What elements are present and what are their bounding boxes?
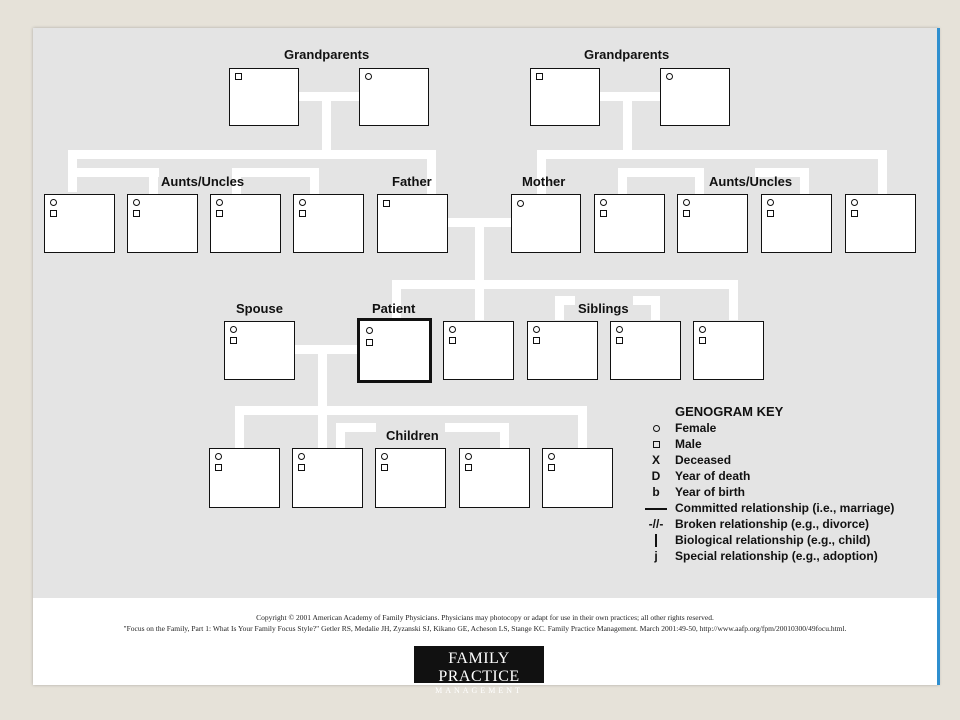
male-icon — [548, 464, 555, 471]
connector — [537, 150, 887, 159]
female-icon — [616, 326, 623, 333]
connector — [623, 101, 632, 153]
sibling-box — [527, 321, 598, 380]
female-icon — [50, 199, 57, 206]
key-row-deceased — [640, 452, 783, 468]
mother-box — [511, 194, 581, 253]
female-icon — [851, 199, 858, 206]
key-row-biological — [640, 532, 871, 548]
connector — [633, 296, 660, 305]
female-icon — [133, 199, 140, 206]
label-mother: Mother — [522, 174, 566, 189]
connector — [599, 92, 661, 101]
male-icon — [133, 210, 140, 217]
sibling-box — [443, 321, 514, 380]
male-icon — [699, 337, 706, 344]
grandparent-box-female — [660, 68, 730, 126]
connector — [235, 406, 244, 448]
female-icon — [640, 420, 672, 436]
aunt-uncle-box — [293, 194, 364, 253]
label-grandparents-right: Grandparents — [584, 47, 670, 62]
aunt-uncle-box — [210, 194, 281, 253]
female-icon — [465, 453, 472, 460]
connector — [878, 150, 887, 194]
key-symbol: D — [651, 469, 661, 483]
female-icon — [230, 326, 237, 333]
key-text: Male — [675, 437, 702, 451]
connector — [555, 296, 575, 305]
connector — [445, 423, 509, 432]
male-icon — [640, 436, 672, 452]
connector — [448, 218, 511, 227]
male-icon — [767, 210, 774, 217]
female-icon — [548, 453, 555, 460]
connector — [77, 168, 159, 177]
connector — [729, 280, 738, 320]
label-siblings: Siblings — [578, 301, 629, 316]
father-box — [377, 194, 448, 253]
aunt-uncle-box — [845, 194, 916, 253]
key-row-male — [640, 436, 783, 452]
vertical-bar-icon — [640, 532, 672, 548]
male-icon — [851, 210, 858, 217]
male-icon — [465, 464, 472, 471]
footer — [33, 612, 937, 634]
connector — [392, 280, 738, 289]
label-aunts-uncles-right: Aunts/Uncles — [709, 174, 793, 189]
patient-box — [357, 318, 432, 383]
frame-accent-edge — [937, 28, 940, 685]
male-icon — [215, 464, 222, 471]
connector — [322, 101, 331, 153]
connector — [578, 406, 587, 448]
female-icon — [298, 453, 305, 460]
female-icon — [216, 199, 223, 206]
grandparent-box-female — [359, 68, 429, 126]
solid-line-icon — [640, 500, 672, 516]
child-box — [459, 448, 530, 508]
male-icon — [366, 339, 373, 346]
label-spouse: Spouse — [236, 301, 283, 316]
connector — [298, 92, 360, 101]
connector — [475, 280, 484, 320]
key-row-female — [640, 420, 783, 436]
sibling-box — [610, 321, 681, 380]
connector — [68, 150, 77, 192]
key-row-year-of-birth — [640, 484, 783, 500]
male-icon — [235, 73, 242, 80]
male-icon — [449, 337, 456, 344]
sibling-box — [693, 321, 764, 380]
key-row-year-of-death — [640, 468, 783, 484]
male-icon — [536, 73, 543, 80]
female-icon — [683, 199, 690, 206]
logo-sub-text: MANAGEMENT — [435, 686, 523, 695]
female-icon — [533, 326, 540, 333]
grandparent-box-male — [229, 68, 299, 126]
key-symbol: -//- — [648, 517, 664, 531]
spouse-box — [224, 321, 295, 380]
child-box — [209, 448, 280, 508]
key-symbol: X — [651, 453, 660, 467]
connector — [318, 406, 327, 448]
connector — [235, 406, 587, 415]
male-icon — [616, 337, 623, 344]
key-symbol: b — [652, 485, 660, 499]
female-icon — [366, 327, 373, 334]
key-row-broken — [640, 516, 870, 532]
citation-text: "Focus on the Family, Part 1: What Is Your Family Focus Style?" Getler RS, Medalie JH, Zyzanski SJ, Kikano GE, Acheson LS, Stange KC. Family Practice Management. March 2001:49-50, http://www.aafp.org/fpm/20010300/49focu.html. — [123, 624, 847, 633]
key-text: Broken relationship (e.g., divorce) — [675, 517, 870, 531]
connector — [318, 354, 327, 409]
key-symbol: j — [654, 549, 658, 563]
female-icon — [365, 73, 372, 80]
female-icon — [699, 326, 706, 333]
female-icon — [600, 199, 607, 206]
aunt-uncle-box — [761, 194, 832, 253]
male-icon — [533, 337, 540, 344]
female-icon — [517, 200, 524, 207]
aunt-uncle-box — [44, 194, 115, 253]
key-row-special — [640, 548, 878, 564]
label-father: Father — [392, 174, 432, 189]
key-text: Female — [675, 421, 717, 435]
label-grandparents-left: Grandparents — [284, 47, 370, 62]
male-icon — [50, 210, 57, 217]
key-text: Deceased — [675, 453, 732, 467]
aunt-uncle-box — [127, 194, 198, 253]
family-practice-management-logo — [414, 646, 544, 695]
connector — [68, 150, 436, 159]
child-box — [542, 448, 613, 508]
child-box — [292, 448, 363, 508]
connector — [618, 168, 704, 177]
female-icon — [299, 199, 306, 206]
male-icon — [381, 464, 388, 471]
female-icon — [381, 453, 388, 460]
female-icon — [767, 199, 774, 206]
male-icon — [683, 210, 690, 217]
grandparent-box-male — [530, 68, 600, 126]
copyright-text: Copyright © 2001 American Academy of Family Physicians. Physicians may photocopy or adapt for use in their own practices; all other rights reserved. — [256, 613, 714, 622]
label-patient: Patient — [372, 301, 416, 316]
female-icon — [666, 73, 673, 80]
key-row-committed — [640, 500, 895, 516]
key-text: Committed relationship (i.e., marriage) — [675, 501, 895, 515]
aunt-uncle-box — [677, 194, 748, 253]
connector — [475, 227, 484, 283]
male-icon — [298, 464, 305, 471]
key-text: Special relationship (e.g., adoption) — [675, 549, 878, 563]
label-children: Children — [386, 428, 439, 443]
male-icon — [230, 337, 237, 344]
key-text: Year of birth — [675, 485, 746, 499]
logo-main-text: FAMILY PRACTICE — [438, 650, 520, 685]
female-icon — [215, 453, 222, 460]
genogram-key — [640, 404, 895, 564]
connector — [294, 345, 358, 354]
label-aunts-uncles-left: Aunts/Uncles — [161, 174, 245, 189]
connector — [336, 423, 376, 432]
male-icon — [216, 210, 223, 217]
aunt-uncle-box — [594, 194, 665, 253]
key-title: GENOGRAM KEY — [675, 404, 784, 419]
child-box — [375, 448, 446, 508]
key-text: Biological relationship (e.g., child) — [675, 533, 871, 547]
connector — [240, 168, 319, 177]
female-icon — [449, 326, 456, 333]
male-icon — [299, 210, 306, 217]
male-icon — [383, 200, 390, 207]
key-text: Year of death — [675, 469, 751, 483]
male-icon — [600, 210, 607, 217]
